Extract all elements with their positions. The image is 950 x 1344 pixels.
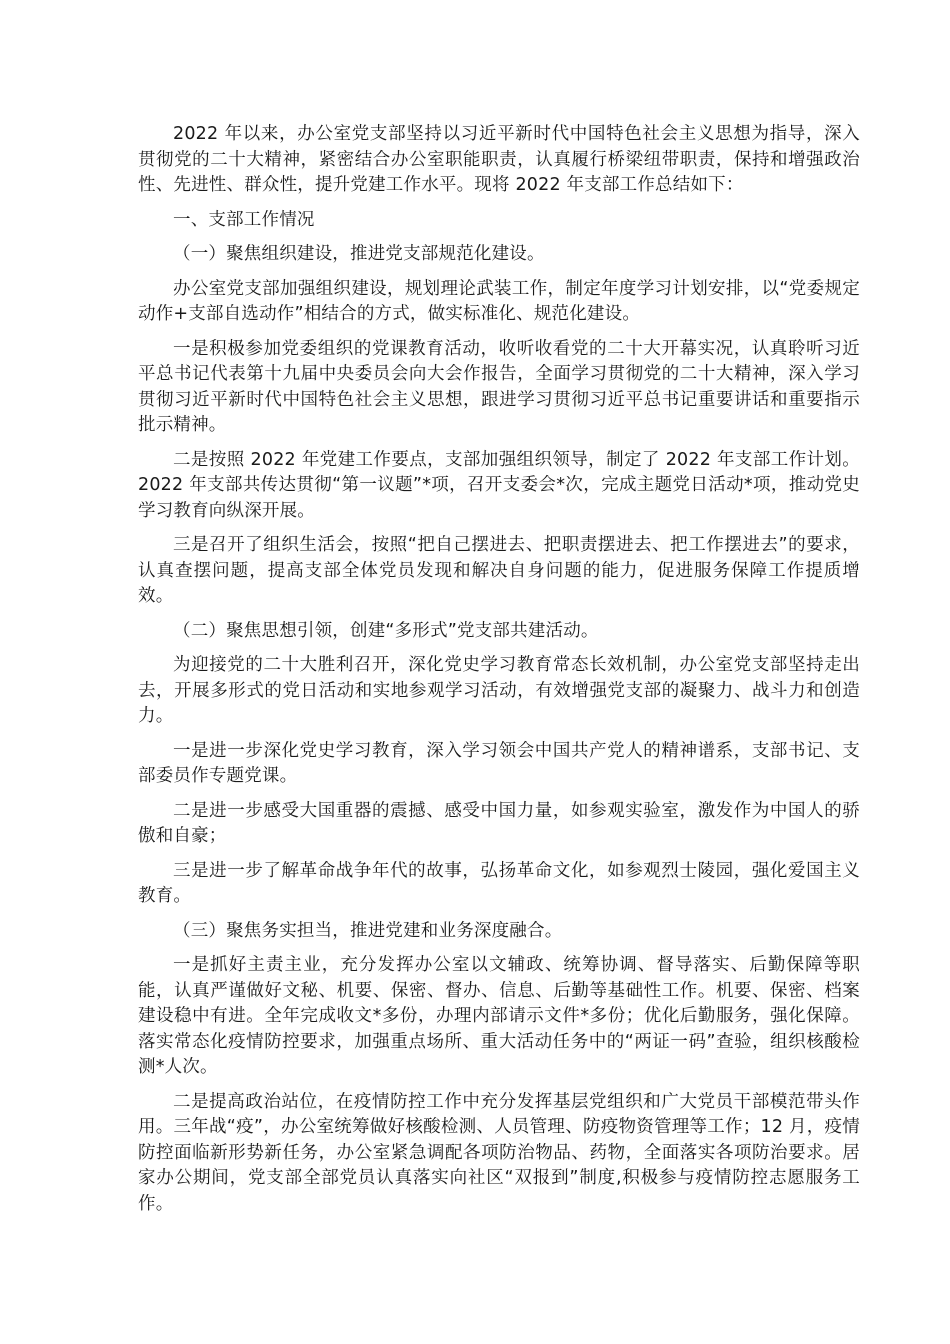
subheading-ideology: （二）聚焦思想引领，创建“多形式”党支部共建活动。 bbox=[173, 620, 599, 641]
paragraph: 二是进一步感受大国重器的震撼、感受中国力量，如参观实验室，激发作为中国人的骄傲和自豪； bbox=[138, 800, 860, 846]
paragraph: 为迎接党的二十大胜利召开，深化党史学习教育常态长效机制，办公室党支部坚持走出去，开展多形式的党日活动和实地参观学习活动，有效增强党支部的凝聚力、战斗力和创造力。 bbox=[138, 655, 860, 726]
paragraph: 办公室党支部加强组织建设，规划理论武装工作，制定年度学习计划安排，以“党委规定动作+支部自选动作”相结合的方式，做实标准化、规范化建设。 bbox=[138, 278, 860, 324]
document-page bbox=[138, 122, 860, 1226]
intro-paragraph: 2022 年以来，办公室党支部坚持以习近平新时代中国特色社会主义思想为指导，深入贯彻党的二十大精神，紧密结合办公室职能职责，认真履行桥梁纽带职责，保持和增强政治性、先进性、群众性，提升党建工作水平。现将 2022 年支部工作总结如下： bbox=[138, 124, 860, 195]
subheading-integration: （三）聚焦务实担当，推进党建和业务深度融合。 bbox=[173, 920, 563, 941]
subheading-organization: （一）聚焦组织建设，推进党支部规范化建设。 bbox=[173, 244, 545, 264]
paragraph: 三是进一步了解革命战争年代的故事，弘扬革命文化，如参观烈士陵园，强化爱国主义教育。 bbox=[138, 860, 860, 906]
section-heading-work-status: 一、支部工作情况 bbox=[173, 209, 315, 230]
paragraph: 一是积极参加党委组织的党课教育活动，收听收看党的二十大开幕实况，认真聆听习近平总书记代表第十九届中央委员会向大会作报告，全面学习贯彻党的二十大精神，深入学习贯彻习近平新时代中国特色社会主义思想，跟进学习贯彻习近平总书记重要讲话和重要指示批示精神。 bbox=[138, 338, 860, 435]
paragraph: 一是抓好主责主业，充分发挥办公室以文辅政、统筹协调、督导落实、后勤保障等职能，认真严谨做好文秘、机要、保密、督办、信息、后勤等基础性工作。机要、保密、档案建设稳中有进。全年完成收文*多份，办理内部请示文件*多份；优化后勤服务，强化保障。落实常态化疫情防控要求，加强重点场所、重大活动任务中的“两证一码”查验，组织核酸检测*人次。 bbox=[138, 955, 860, 1077]
paragraph: 二是按照 2022 年党建工作要点，支部加强组织领导，制定了 2022 年支部工作计划。2022 年支部共传达贯彻“第一议题”*项，召开支委会*次，完成主题党日活动*项，推动党史学习教育向纵深开展。 bbox=[138, 449, 860, 521]
paragraph: 二是提高政治站位，在疫情防控工作中充分发挥基层党组织和广大党员干部模范带头作用。三年战“疫”，办公室统筹做好核酸检测、人员管理、防疫物资管理等工作；12 月，疫情防控面临新形势新任务，办公室紧急调配各项防治物品、药物，全面落实各项防治要求。居家办公期间，党支部全部党员认真落实向社区“双报到”制度,积极参与疫情防控志愿服务工作。 bbox=[138, 1091, 860, 1214]
paragraph: 一是进一步深化党史学习教育，深入学习领会中国共产党人的精神谱系，支部书记、支部委员作专题党课。 bbox=[138, 740, 860, 786]
paragraph: 三是召开了组织生活会，按照“把自己摆进去、把职责摆进去、把工作摆进去”的要求，认真查摆问题，提高支部全体党员发现和解决自身问题的能力，促进服务保障工作提质增效。 bbox=[138, 535, 860, 606]
